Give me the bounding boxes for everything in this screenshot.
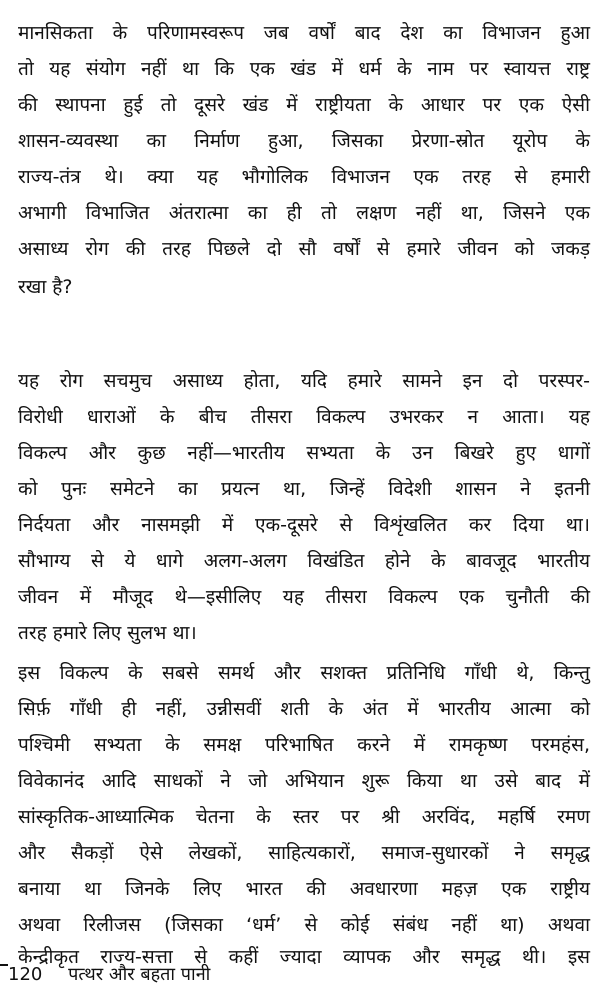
page-number-wrapper [8, 960, 42, 990]
text-line: तो यह संयोग नहीं था कि एक खंड में धर्म के नाम पर स्वायत्त राष्ट्र [18, 58, 590, 80]
text-line: रखा है? [18, 276, 73, 298]
text-line: और सैकड़ों ऐसे लेखकों, साहित्यकारों, समाज-सुधारकों ने समृद्ध [18, 842, 590, 864]
text-line: को पुनः समेटने का प्रयत्न था, जिन्हें विदेशी शासन ने इतनी [18, 478, 590, 500]
text-line: विरोधी धाराओं के बीच तीसरा विकल्प उभरकर न आता। यह [18, 406, 590, 428]
text-line: केन्द्रीकृत राज्य-सत्ता से कहीं ज्यादा व्यापक और समृद्ध थी। इस [18, 946, 590, 968]
text-line: विवेकानंद आदि साधकों ने जो अभियान शुरू किया था उसे बाद में [18, 770, 590, 792]
page-number: 120 [8, 964, 43, 985]
text-line: निर्दयता और नासमझी में एक-दूसरे से विशृंखलित कर दिया था। [18, 514, 590, 536]
text-line: असाध्य रोग की तरह पिछले दो सौ वर्षों से हमारे जीवन को जकड़ [18, 238, 590, 260]
text-line: सिर्फ़ गाँधी ही नहीं, उन्नीसवीं शती के अंत में भारतीय आत्मा को [18, 698, 590, 720]
text-line: अथवा रिलीजस (जिसका ‘धर्म’ से कोई संबंध नहीं था) अथवा [18, 914, 590, 936]
text-line: पश्चिमी सभ्यता के समक्ष परिभाषित करने में रामकृष्ण परमहंस, [18, 734, 590, 756]
text-line: शासन-व्यवस्था का निर्माण हुआ, जिसका प्रेरणा-स्रोत यूरोप के [18, 130, 590, 152]
text-line: की स्थापना हुई तो दूसरे खंड में राष्ट्रीयता के आधार पर एक ऐसी [18, 94, 590, 116]
running-title: पत्थर और बहता पानी [68, 964, 211, 985]
text-line: राज्य-तंत्र थे। क्या यह भौगोलिक विभाजन एक तरह से हमारी [18, 166, 590, 188]
text-line: सांस्कृतिक-आध्यात्मिक चेतना के स्तर पर श्री अरविंद, महर्षि रमण [18, 806, 590, 828]
text-line: सौभाग्य से ये धागे अलग-अलग विखंडित होने के बावजूद भारतीय [18, 550, 590, 572]
text-line: विकल्प और कुछ नहीं—भारतीय सभ्यता के उन बिखरे हुए धागों [18, 442, 590, 464]
text-line: मानसिकता के परिणामस्वरूप जब वर्षों बाद देश का विभाजन हुआ [18, 22, 590, 44]
page-footer [8, 960, 210, 990]
text-line: जीवन में मौजूद थे—इसीलिए यह तीसरा विकल्प एक चुनौती की [18, 586, 590, 608]
text-line: अभागी विभाजित अंतरात्मा का ही तो लक्षण नहीं था, जिसने एक [18, 202, 590, 224]
page-number-mark [0, 964, 8, 966]
text-line: तरह हमारे लिए सुलभ था। [18, 622, 197, 644]
text-line: बनाया था जिनके लिए भारत की अवधारणा महज़ एक राष्ट्रीय [18, 878, 590, 900]
text-line: यह रोग सचमुच असाध्य होता, यदि हमारे सामने इन दो परस्पर- [18, 370, 590, 392]
text-line: इस विकल्प के सबसे समर्थ और सशक्त प्रतिनिधि गाँधी थे, किन्तु [18, 662, 590, 684]
